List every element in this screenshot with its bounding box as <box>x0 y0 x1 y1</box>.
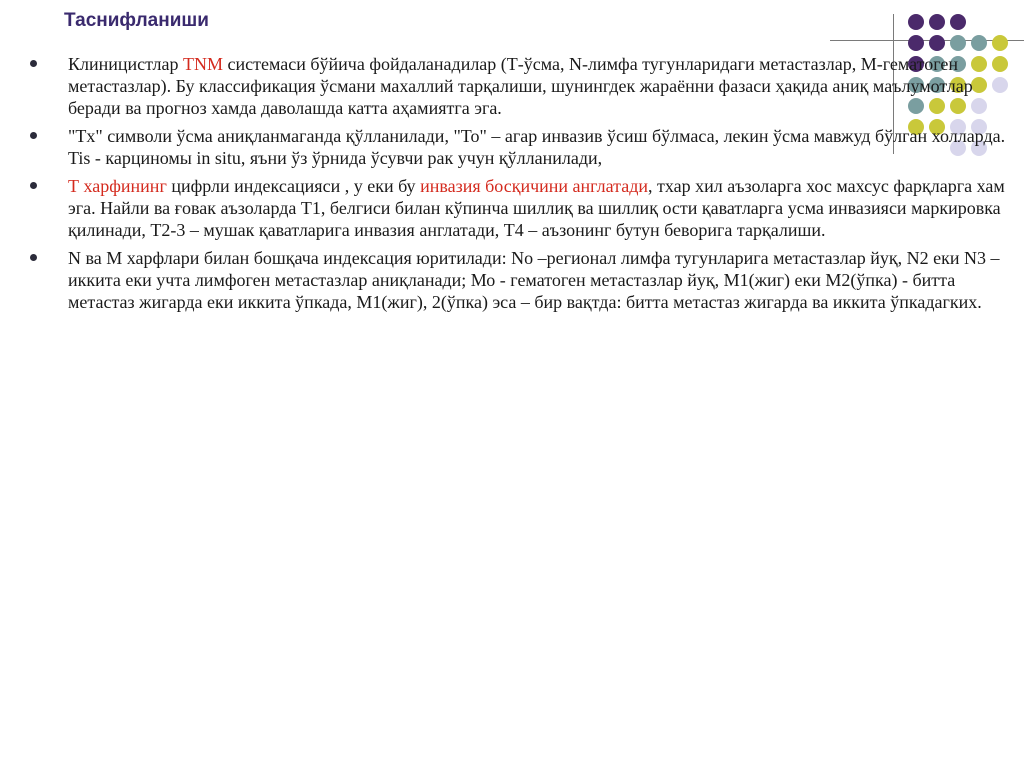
decoration-dot <box>929 14 945 30</box>
decoration-dot <box>908 14 924 30</box>
decoration-dot <box>950 14 966 30</box>
highlight-invasion-stage: инвазия босқичини англатади <box>420 176 648 196</box>
bullet-item-tnm <box>30 53 1020 119</box>
bullet-item-n-m <box>30 247 1020 313</box>
decoration-dot <box>950 35 966 51</box>
decoration-dot <box>929 35 945 51</box>
bullet-text: Клиницистлар <box>68 54 184 74</box>
slide-title: Таснифланиши <box>64 10 209 31</box>
bullet-item-t-index <box>30 175 1020 241</box>
decoration-dot <box>908 35 924 51</box>
highlight-tnm: TNM <box>183 54 224 74</box>
bullet-dot-icon <box>30 132 37 139</box>
bullet-text: системаси бўйича фойдаланадилар (Т-ўсма, N-лимфа тугунларидаги метастазлар, М-гематоген метастазлар). Бу классификация ўсмани махаллий тарқалиши, шунингдек жараённи фазаси ҳақида аниқ маълумотлар беради ва прогноз хамда даволашда катта аҳамиятга эга. <box>68 54 973 118</box>
bullet-dot-icon <box>30 182 37 189</box>
bullet-text: N ва М харфлари билан бошқача индексация юритилади: No –регионал лимфа тугунларига метастазлар йуқ, N2 еки N3 – иккита еки учта лимфоген метастазлар аниқланади; Мо - гематоген метастазлар йуқ, М1(жиг) еки М2(ўпка) - битта метастаз жигарда еки иккита ўпкада, М1(жиг), 2(ўпка) эса – бир вақтда: битта метастаз жигарда ва иккита ўпкадагких. <box>68 248 1000 312</box>
decoration-dot <box>971 35 987 51</box>
bullet-item-tx <box>30 125 1020 169</box>
bullet-dot-icon <box>30 60 37 67</box>
highlight-t-letter: Т харфининг <box>68 176 167 196</box>
bullet-text: "Tx" символи ўсма аниқланмаганда қўлланилади, "To" – агар инвазив ўсиш бўлмаса, лекин ўсма мавжуд бўлган холларда. Tis - карциномы in situ, яъни ўз ўрнида ўсувчи рак учун қўлланилади, <box>68 126 1006 168</box>
bullet-list <box>30 53 1020 319</box>
bullet-text: , тхар хил аъзоларга хос махсус фарқларга хам эга. Найли ва ғовак аъзоларда Т1, белгиси билан кўпинча шиллиқ ва шиллиқ ости қаватларга усма инвазияси маркировка қилинади, Т2-3 – мушак қаватларига инвазия англатади, Т4 – аъзонинг бутун беворига тарқалиши. <box>68 176 1005 240</box>
bullet-text: цифрли индексацияси , у еки бу <box>166 176 421 196</box>
bullet-dot-icon <box>30 254 37 261</box>
decoration-dot <box>992 35 1008 51</box>
